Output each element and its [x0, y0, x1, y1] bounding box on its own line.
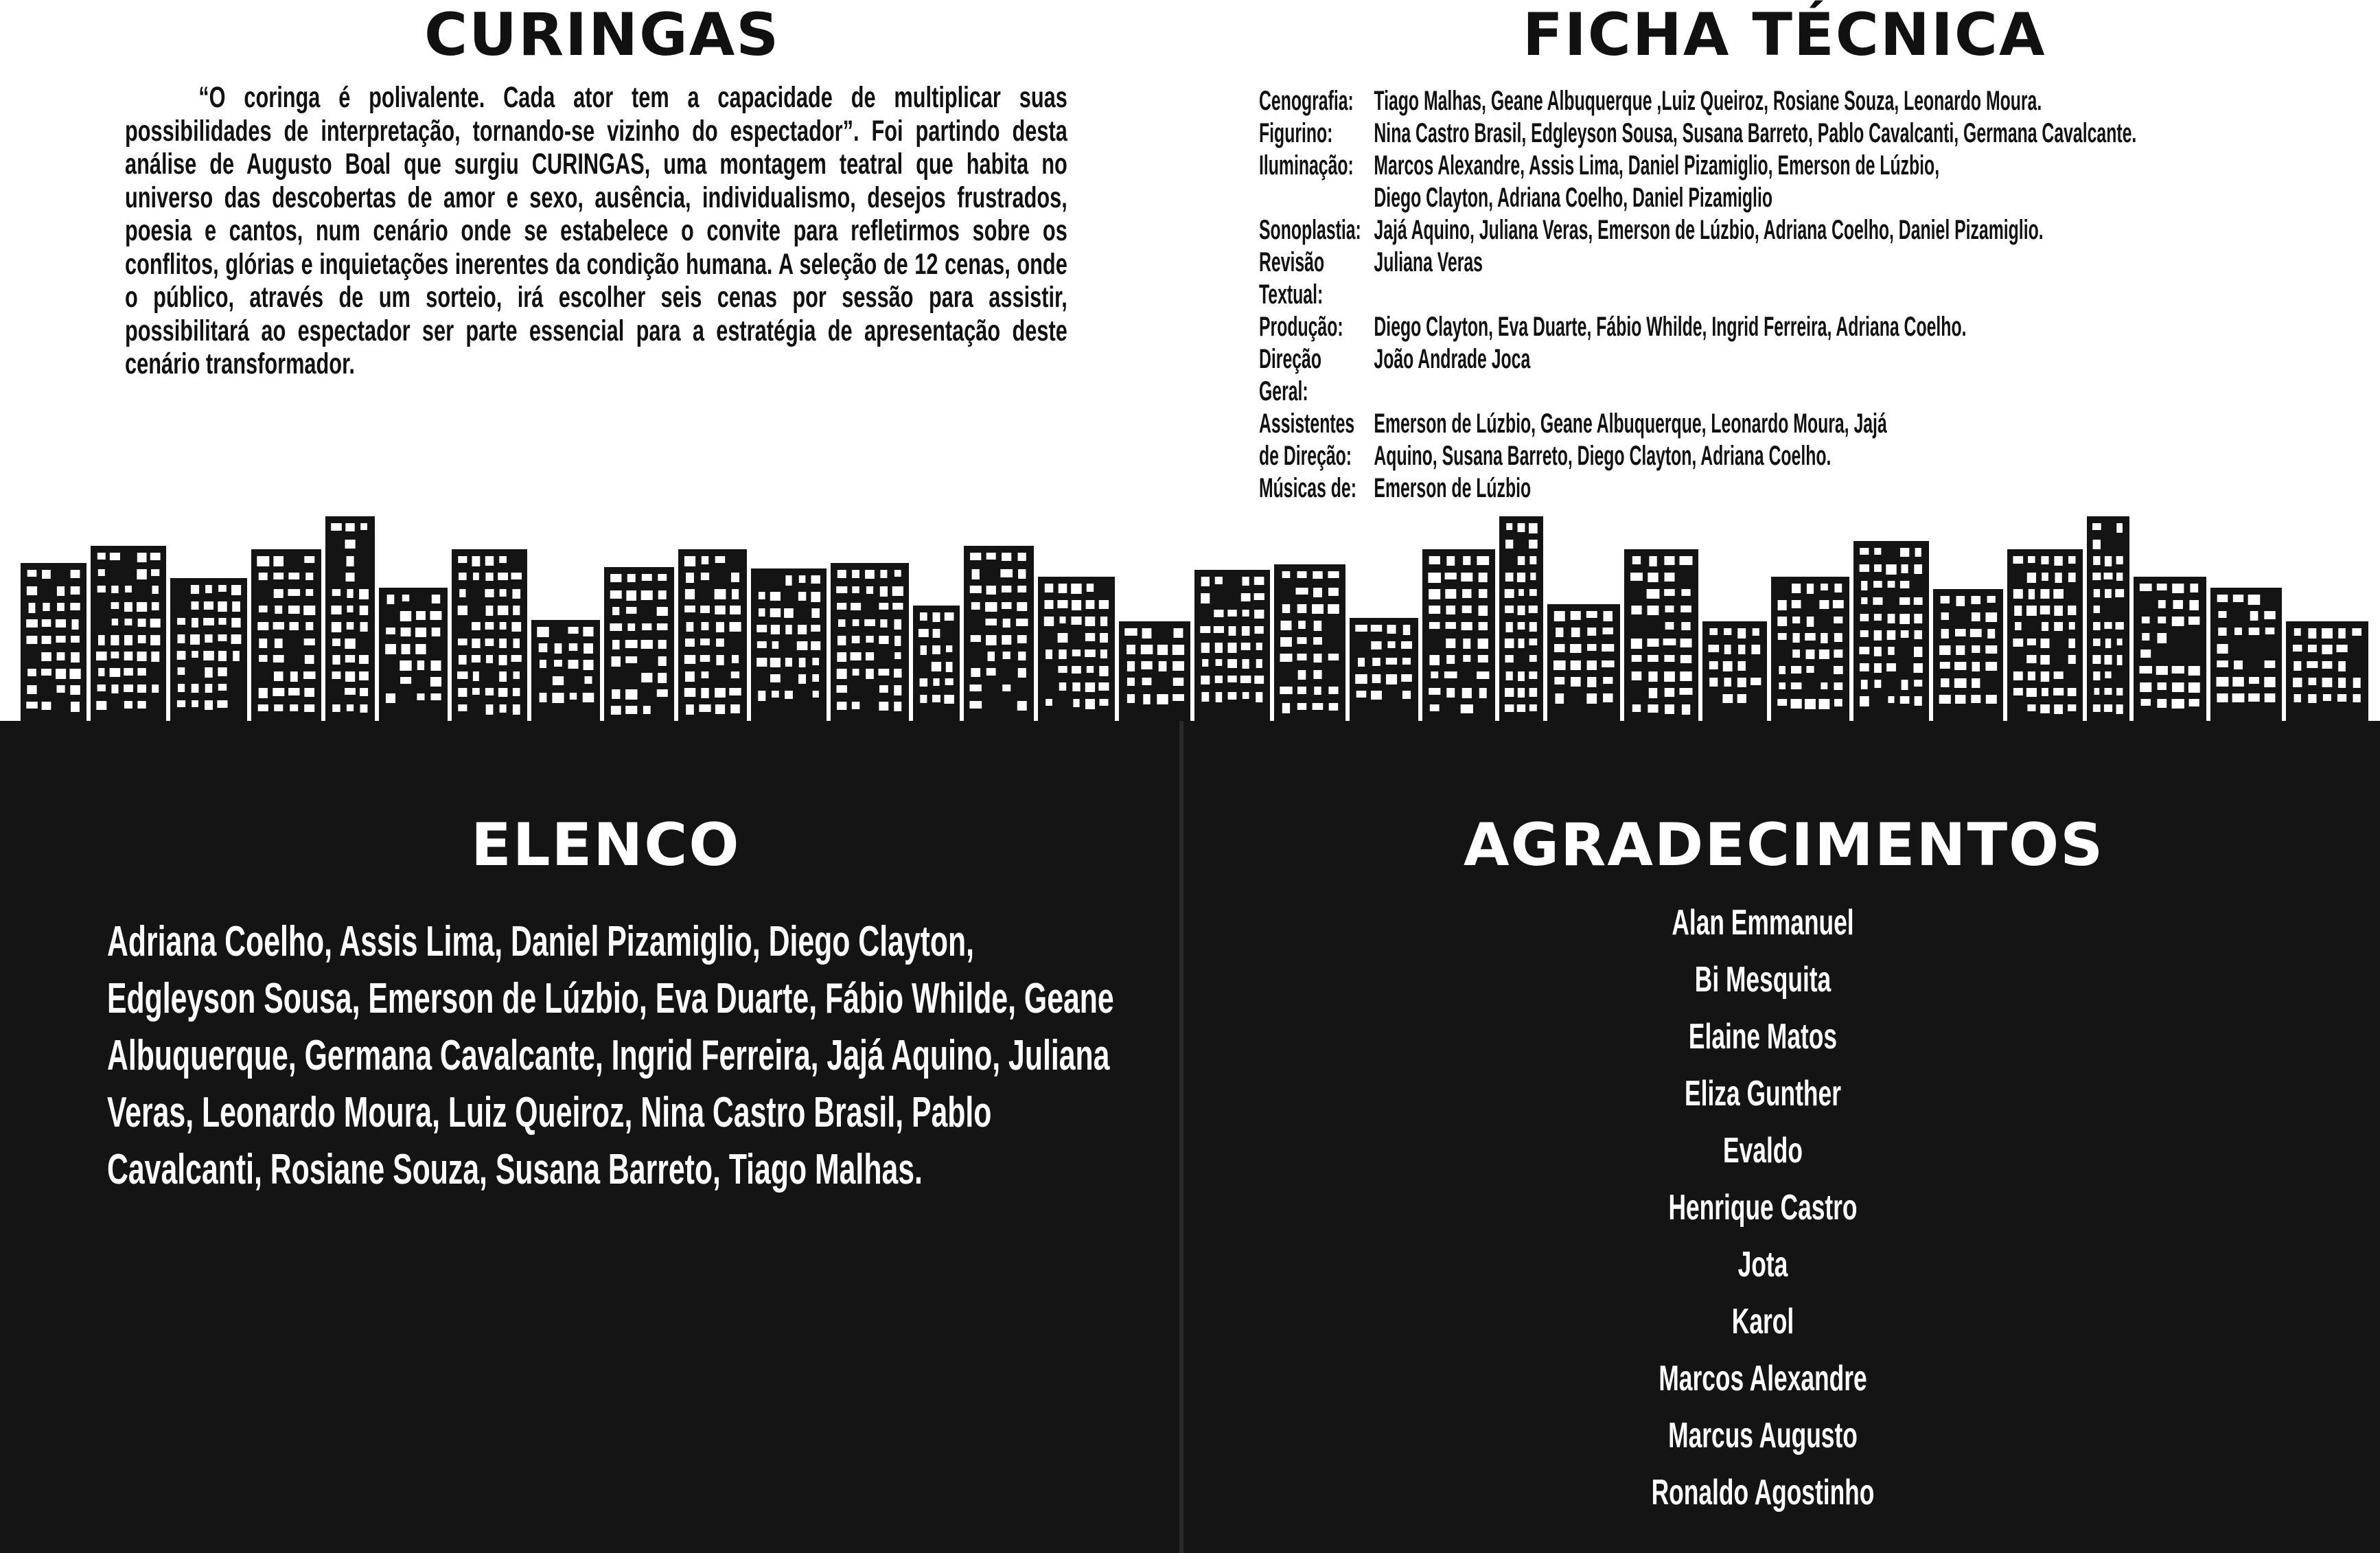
credit-role: Produção: — [1259, 312, 1343, 342]
skyline-building — [964, 546, 1034, 729]
thanks-name: Henrique Castro — [1668, 1188, 1858, 1228]
skyline-building — [1702, 621, 1767, 729]
elenco-title: ELENCO — [471, 811, 741, 879]
thanks-name: Marcos Alexandre — [1659, 1359, 1867, 1399]
credit-names: Aquino, Susana Barreto, Diego Clayton, Adriana Coelho. — [1374, 441, 1832, 471]
credit-names: Jajá Aquino, Juliana Veras, Emerson de Lúzbio, Adriana Coelho, Daniel Pizamiglio. — [1374, 215, 2044, 245]
thanks-name: Karol — [1731, 1302, 1794, 1342]
skyline-building — [604, 567, 674, 729]
credit-row — [1259, 440, 2195, 472]
credit-role: de Direção: — [1259, 441, 1352, 471]
credit-role: Músicas de: — [1259, 473, 1356, 503]
skyline-building — [751, 568, 827, 729]
skyline-building — [2087, 516, 2129, 729]
skyline-building — [1274, 564, 1345, 729]
skyline-building — [379, 588, 448, 729]
credit-row — [1259, 311, 2195, 343]
skyline-building — [913, 606, 960, 729]
skyline-building — [1350, 618, 1418, 729]
credit-row — [1259, 408, 2195, 440]
skyline-building — [831, 563, 909, 729]
ficha-tecnica-title: FICHA TÉCNICA — [1523, 1, 2046, 69]
thanks-name: Jota — [1737, 1245, 1788, 1285]
skyline-building — [2286, 621, 2368, 729]
elenco-cast-list: Adriana Coelho, Assis Lima, Daniel Pizamiglio, Diego Clayton, Edgleyson Sousa, Emerson de Lúzbio, Eva Duarte, Fábio Whilde, Geane Albuquerque, Germana Cavalcante, Ingrid Ferreira, Jajá Aquino, Juliana Veras, Leonardo Moura, Luiz Queiroz, Nina Castro Brasil, Pablo Cavalcanti, Rosiane Souza, Susana Barreto, Tiago Malhas. — [107, 918, 1114, 1193]
skyline-building — [452, 549, 527, 729]
skyline-building — [1119, 621, 1190, 729]
skyline-building — [1771, 577, 1849, 729]
thanks-name: Marcus Augusto — [1668, 1416, 1858, 1456]
skyline-building — [170, 578, 247, 729]
skyline-building — [251, 549, 321, 729]
credit-row — [1259, 246, 2195, 311]
credit-row — [1259, 214, 2195, 246]
skyline-building — [2007, 549, 2083, 729]
credit-row — [1259, 343, 2195, 408]
credit-names: João Andrade Joca — [1374, 344, 1531, 374]
skyline-building — [1194, 570, 1270, 729]
credit-names: Diego Clayton, Eva Duarte, Fábio Whilde, Ingrid Ferreira, Adriana Coelho. — [1374, 312, 1967, 342]
credit-role: Direção Geral: — [1259, 344, 1321, 406]
credit-names: Emerson de Lúzbio — [1374, 473, 1532, 503]
agradecimentos-title: AGRADECIMENTOS — [1464, 811, 2105, 879]
credit-row — [1259, 150, 2195, 214]
thanks-name: Ronaldo Agostinho — [1651, 1473, 1875, 1512]
skyline-building — [2134, 577, 2206, 729]
credit-names: Nina Castro Brasil, Edgleyson Sousa, Susana Barreto, Pablo Cavalcanti, Germana Cavalcante. — [1374, 118, 2137, 148]
credit-names: Emerson de Lúzbio, Geane Albuquerque, Leonardo Moura, Jajá — [1374, 409, 1887, 439]
skyline-building — [1038, 577, 1115, 729]
credit-role: Iluminação: — [1259, 150, 1354, 181]
thanks-name: Evaldo — [1723, 1131, 1803, 1171]
credit-role: Figurino: — [1259, 118, 1333, 148]
thanks-name: Eliza Gunther — [1685, 1074, 1841, 1114]
credit-row — [1259, 117, 2195, 150]
skyline-building — [2210, 588, 2282, 729]
credit-role: Sonoplastia: — [1259, 215, 1361, 245]
credit-row — [1259, 472, 2195, 505]
skyline-building — [1499, 516, 1543, 729]
skyline-building — [531, 620, 600, 729]
skyline-building — [21, 563, 86, 729]
ficha-tecnica-credits — [1259, 85, 2195, 505]
credit-names: Tiago Malhas, Geane Albuquerque ,Luiz Queiroz, Rosiane Souza, Leonardo Moura. — [1374, 86, 2042, 116]
skyline-building — [325, 516, 375, 729]
credit-row — [1259, 85, 2195, 117]
skyline-building — [91, 546, 166, 729]
credit-names: Juliana Veras — [1374, 247, 1483, 277]
skyline-building — [1422, 549, 1495, 729]
skyline-building — [678, 549, 747, 729]
skyline-building — [1547, 604, 1620, 729]
skyline-building — [1624, 549, 1698, 729]
skyline-building — [1853, 541, 1929, 729]
center-fold — [1179, 721, 1183, 1553]
credit-role: Cenografia: — [1259, 86, 1354, 116]
curingas-intro-text: “O coringa é polivalente. Cada ator tem a capacidade de multiplicar suas possibilidades de interpretação, tornando-se vizinho do espectador”. Foi partindo desta análise de Augusto Boal que surgiu CURINGAS, uma montagem teatral que habita no universo das descobertas de amor e sexo, ausência, individualismo, desejos frustrados, poesia e cantos, num cenário onde se estabelece o convite para refletirmos sobre os conflitos, glórias e inquietações inerentes da condição humana. A seleção de 12 cenas, onde o público, através de um sorteio, irá escolher seis cenas por sessão para assistir, possibilitará ao espectador ser parte essencial para a estratégia de apresentação deste cenário transformador. — [125, 81, 1067, 380]
curingas-title: CURINGAS — [424, 1, 781, 69]
thanks-name: Alan Emmanuel — [1672, 903, 1854, 943]
credit-role: Assistentes — [1259, 409, 1355, 439]
credit-role: Revisão Textual: — [1259, 247, 1325, 310]
skyline-building — [1933, 589, 2003, 729]
thanks-name: Elaine Matos — [1688, 1017, 1838, 1057]
credit-names: Marcos Alexandre, Assis Lima, Daniel Pizamiglio, Emerson de Lúzbio, Diego Clayton, Adriana Coelho, Daniel Pizamiglio — [1374, 150, 1940, 213]
thanks-name: Bi Mesquita — [1694, 960, 1832, 1000]
